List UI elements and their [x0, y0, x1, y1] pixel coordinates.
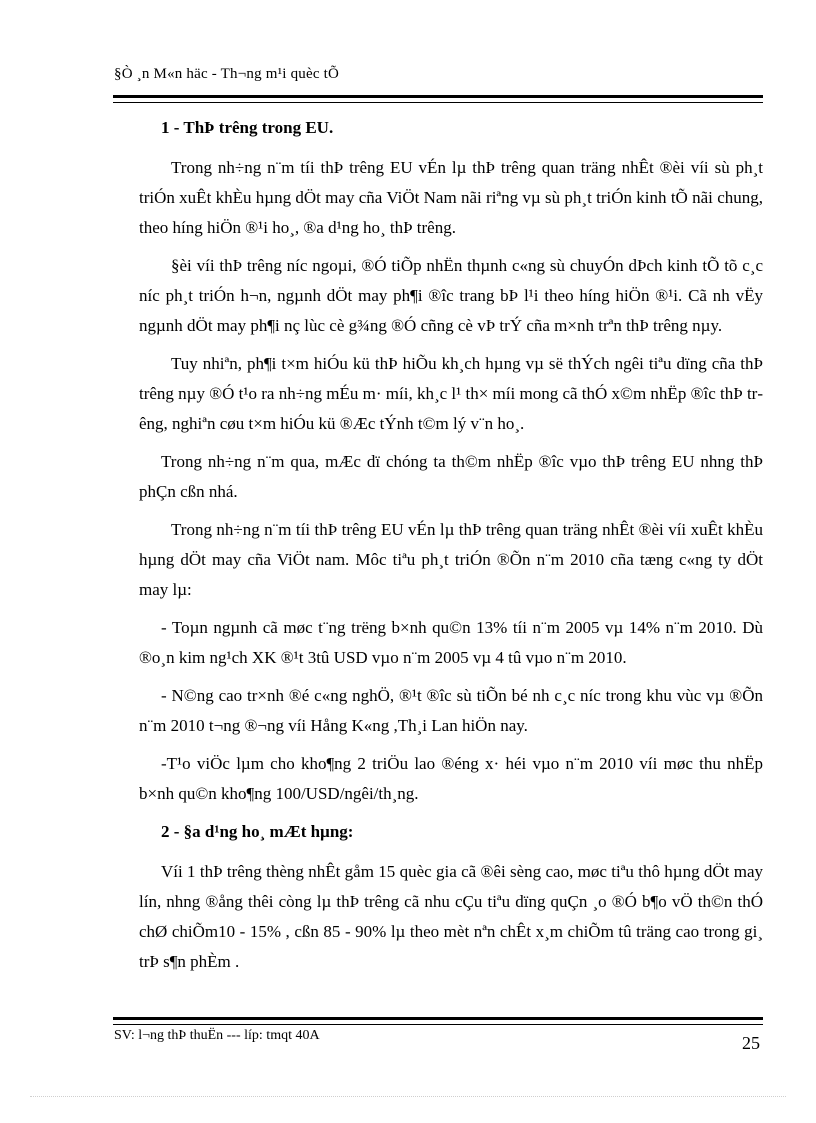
- header-rule: [113, 95, 763, 103]
- list-item: - N©ng cao tr×nh ®é c«ng nghÖ, ®¹t ®îc sù tiÕn bé nh c¸c níc trong khu vùc vµ ®Õn n¨m 2010 t¬ng ®¬ng víi Hång K«ng ,Th¸i Lan hiÖn nay.: [139, 686, 763, 735]
- paragraph: Trong nh÷ng n¨m tíi thÞ trêng EU vÉn lµ thÞ trêng quan träng nhÊt ®èi víi xuÊt khÈu hµng dÖt may cña ViÖt nam. Môc tiªu ph¸t triÓn ®Õn n¨m 2010 cña tæng c«ng ty dÖt may lµ:: [139, 520, 763, 599]
- paragraph: Víi 1 thÞ trêng thèng nhÊt gåm 15 quèc gia cã ®êi sèng cao, møc tiªu thô hµng dÖt may lín, nhng ®ång thêi còng lµ thÞ trêng cã nhu cÇu tiªu dïng quÇn ¸o ®Ó b¶o vÖ th©n thÓ chØ chiÕm10 - 15% , cßn 85 - 90% lµ theo mèt nªn chÊt x¸m chiÕm tû träng cao trong gi¸ trÞ s¶n phÈm .: [139, 862, 763, 971]
- section-heading-2: 2 - §a d¹ng ho¸ mÆt hµng:: [161, 822, 354, 841]
- paragraph: Trong nh÷ng n¨m qua, mÆc dï chóng ta th©m nhËp ®îc vµo thÞ trêng EU nhng thÞ phÇn cßn nhá.: [139, 452, 763, 501]
- footer-rule: [113, 1017, 763, 1025]
- paragraph: Tuy nhiªn, ph¶i t×m hiÓu kü thÞ hiÕu kh¸ch hµng vµ së thÝch ngêi tiªu dïng cña thÞ trêng nµy ®Ó t¹o ra nh÷ng mÉu m· míi, kh¸c l¹ th× míi mong cã thÓ x©m nhËp ®îc thÞ trêng, nghiªn cøu t×m hiÓu kü ®Æc tÝnh t©m lý v¨n ho¸.: [139, 354, 763, 433]
- list-item: - Toµn ngµnh cã møc t¨ng trëng b×nh qu©n 13% tíi n¨m 2005 vµ 14% n¨m 2010. Dù ®o¸n kim ng¹ch XK ®¹t 3tû USD vµo n¨m 2005 vµ 4 tû vµo n¨m 2010.: [139, 618, 763, 667]
- body-content: [139, 113, 763, 985]
- page-edge-divider: [30, 1096, 786, 1097]
- section-heading-1: 1 - ThÞ trêng trong EU.: [161, 118, 334, 137]
- list-item: -T¹o viÖc lµm cho kho¶ng 2 triÖu lao ®éng x· héi vµo n¨m 2010 víi møc thu nhËp b×nh qu©n kho¶ng 100/USD/ngêi/th¸ng.: [139, 754, 763, 803]
- paragraph: Trong nh÷ng n¨m tíi thÞ trêng EU vÉn lµ thÞ trêng quan träng nhÊt ®èi víi sù ph¸t triÓn xuÊt khÈu hµng dÖt may cña ViÖt Nam nãi riªng vµ sù ph¸t triÓn kinh tÕ nãi chung, theo híng hiÖn ®¹i ho¸, ®a d¹ng ho¸ thÞ trêng.: [139, 158, 763, 237]
- page-header: §Ò ¸n M«n häc - Th¬ng m¹i quèc tÕ: [114, 66, 340, 82]
- page-number: 25: [742, 1033, 760, 1053]
- page-footer: SV: l¬ng thÞ thuËn --- líp: tmqt 40A: [114, 1028, 320, 1043]
- paragraph: §èi víi thÞ trêng níc ngoµi, ®Ó tiÕp nhËn thµnh c«ng sù chuyÓn dÞch kinh tÕ tõ c¸c níc ph¸t triÓn h¬n, ngµnh dÖt may ph¶i ®îc trang bÞ l¹i theo híng hiÖn ®¹i. Cã nh vËy ngµnh dÖt may ph¶i nç lùc cè g¾ng ®Ó cñng cè vÞ trÝ cña m×nh trªn thÞ trêng nµy.: [139, 256, 763, 335]
